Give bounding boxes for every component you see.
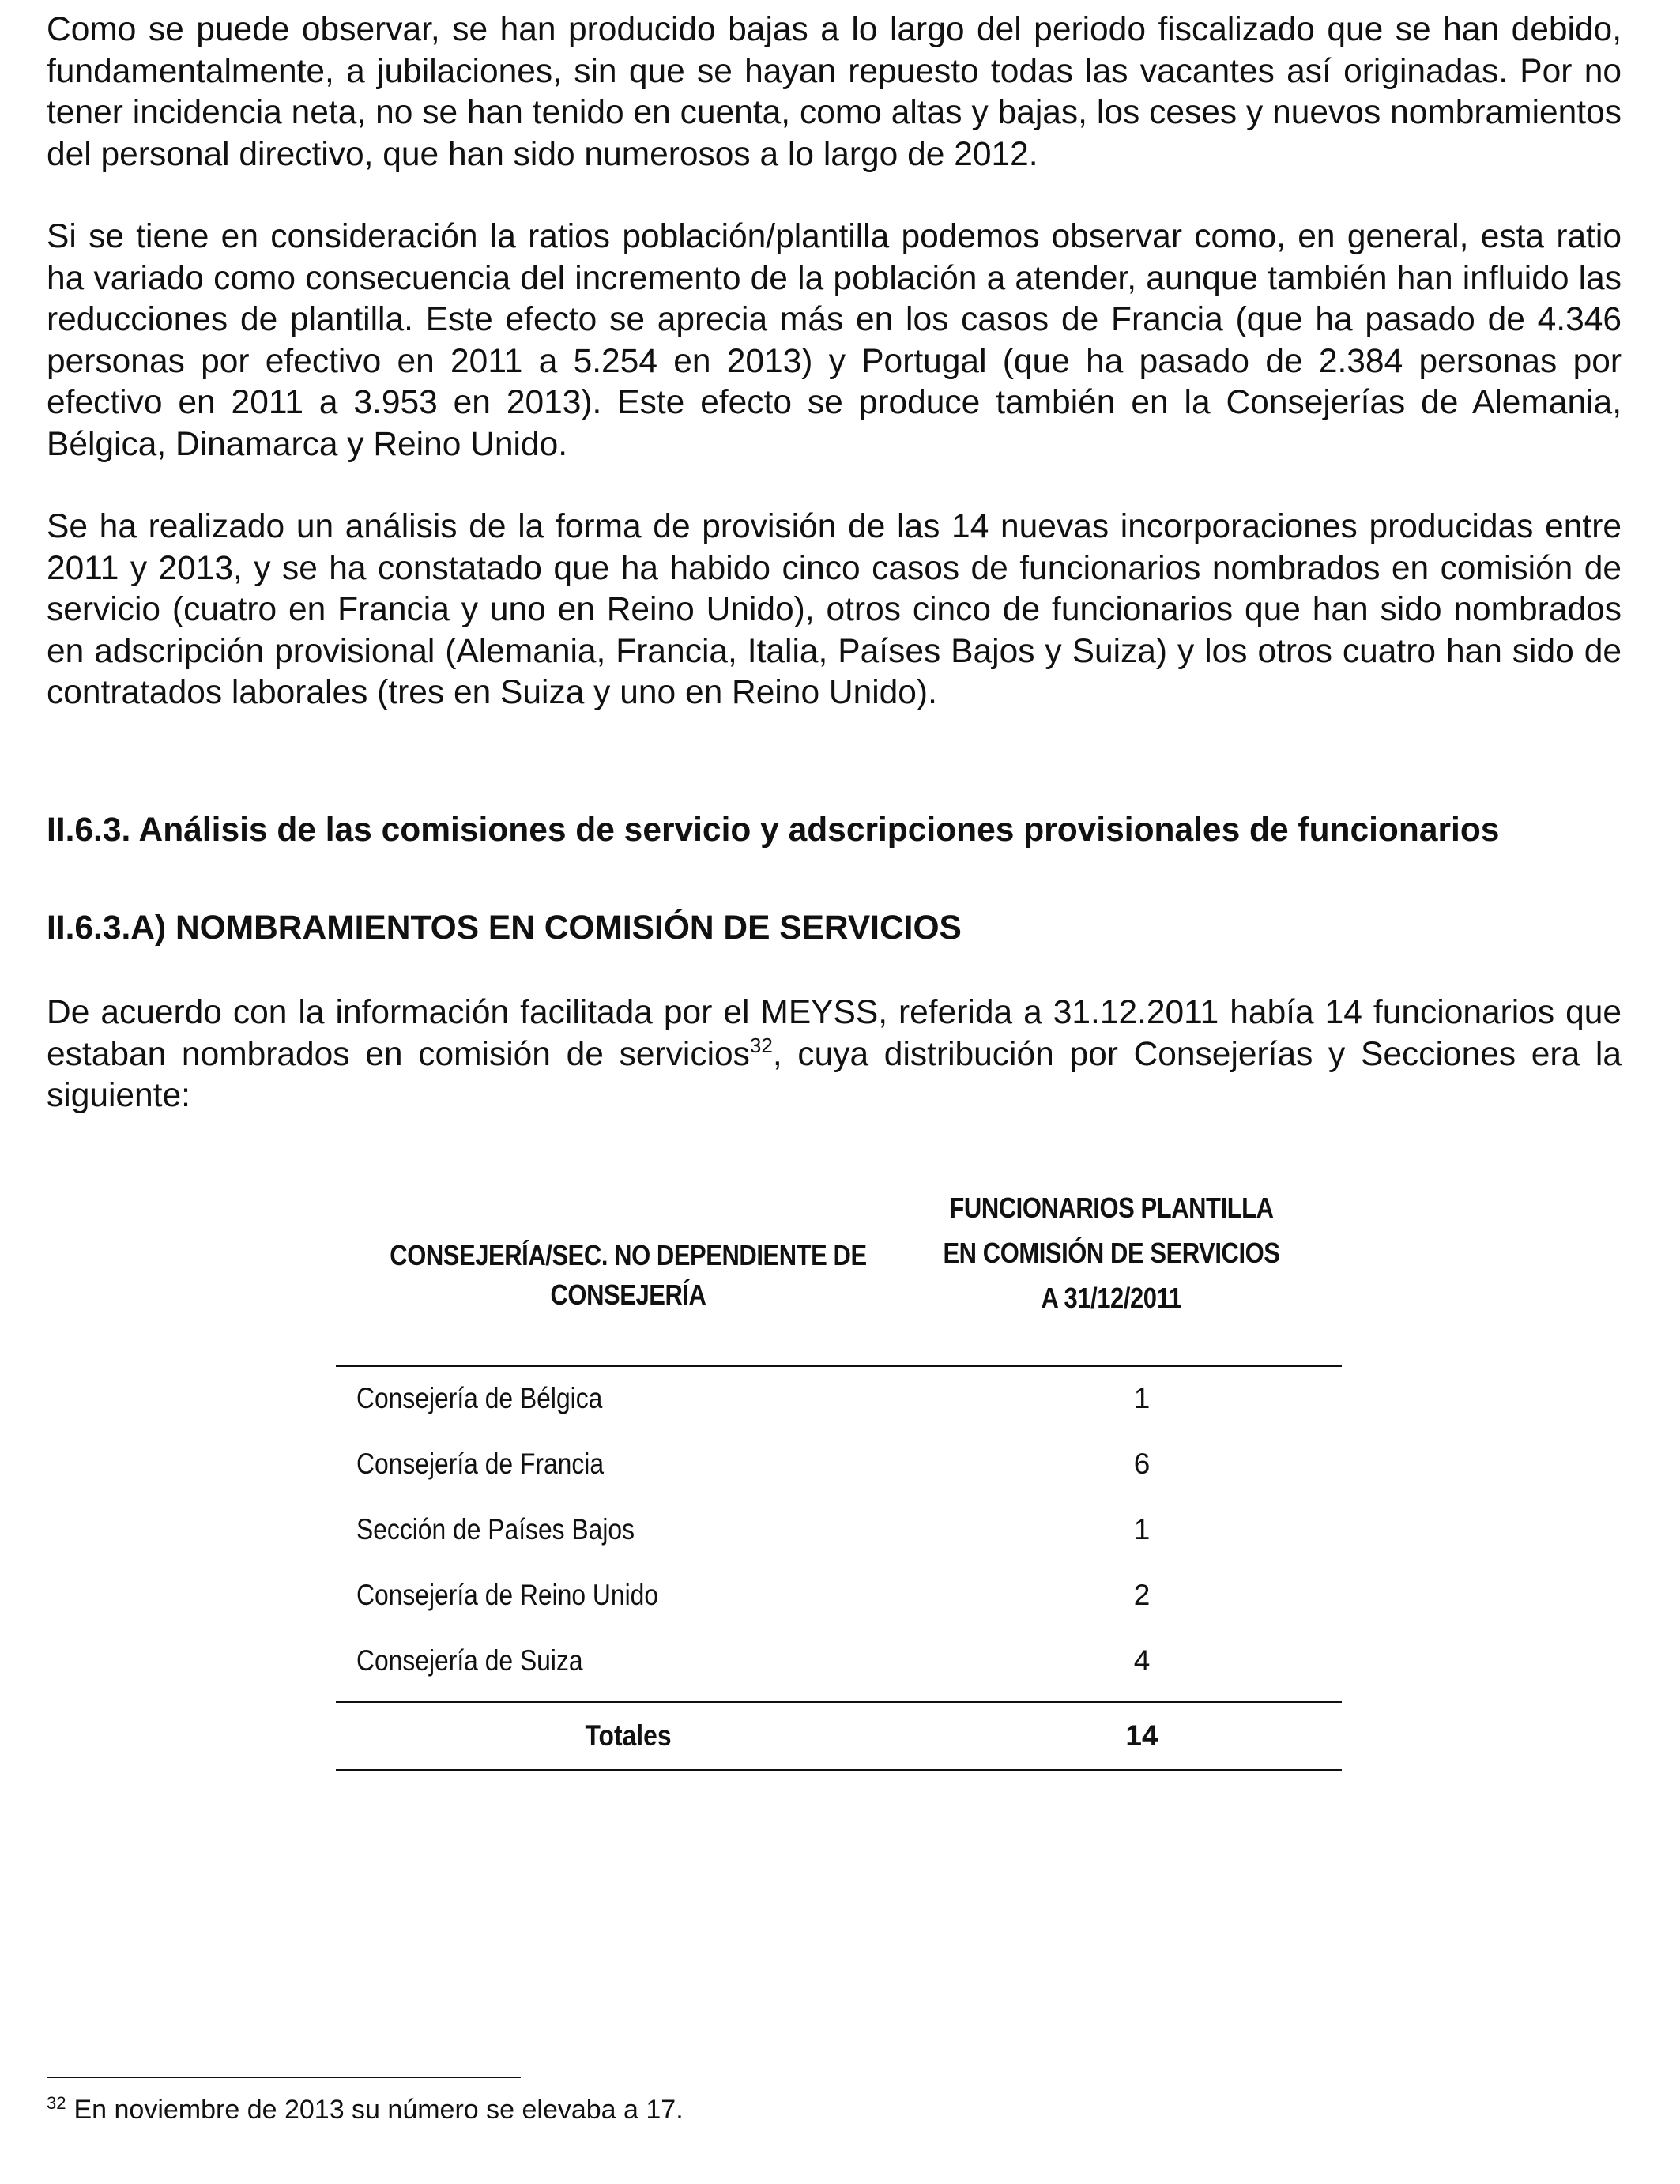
row-label: Sección de Países Bajos [356,1513,635,1546]
table-row [336,1498,1342,1564]
intro-paragraph [47,992,1622,1117]
row-value: 2 [1133,1579,1151,1611]
intro-text-after: , cuya distribución por Consejerías y Secciones era la siguiente: [47,1035,1622,1114]
paragraph-3: Se ha realizado un análisis de la forma de provisión de las 14 nuevas incorporaciones producidas entre 2011 y 2013, y se ha constatado que ha habido cinco casos de funcionarios nombrados en comisión de servicio (cuatro en Francia y uno en Reino Unido), otros cinco de funcionarios que han sido nombrados en adscripción provisional (Alemania, Francia, Italia, Países Bajos y Suiza) y los otros cuatro han sido de contratados laborales (tres en Suiza y uno en Reino Unido). [47,508,1622,711]
table-body [336,1367,1342,1695]
footnote-divider [47,2077,521,2078]
footnote-number: 32 [47,2093,66,2113]
commission-table [336,1185,1342,1771]
paragraph-2: Si se tiene en consideración la ratios población/plantilla podemos observar como, en general, esta ratio ha variado como consecuencia del incremento de la población a atender, aunque también han influido las reducciones de plantilla. Este efecto se aprecia más en los casos de Francia (que ha pasado de 4.346 personas por efectivo en 2011 a 5.254 en 2013) y Portugal (que ha pasado de 2.384 personas por efectivo en 2011 a 3.953 en 2013). Este efecto se produce también en la Consejerías de Alemania, Bélgica, Dinamarca y Reino Unido. [47,218,1622,463]
table-header [336,1185,1342,1367]
row-label: Consejería de Francia [356,1448,605,1480]
footnote-text: En noviembre de 2013 su número se elevaba a 17. [73,2095,684,2125]
table-row [336,1433,1342,1498]
header-consejeria: CONSEJERÍA/SEC. NO DEPENDIENTE DE CONSEJERÍA [390,1239,867,1311]
table-row [336,1629,1342,1695]
subsection-heading: II.6.3.A) NOMBRAMIENTOS EN COMISIÓN DE SERVICIOS [47,909,962,947]
table-total-row [336,1701,1342,1771]
row-label: Consejería de Suiza [356,1644,583,1677]
header-funcionarios-line-3: A 31/12/2011 [1041,1282,1182,1314]
footnote-reference[interactable]: 32 [749,1033,773,1057]
section-heading: II.6.3. Análisis de las comisiones de servicio y adscripciones provisionales de funcionarios [47,811,1500,849]
row-value: 6 [1133,1448,1151,1480]
intro-text-before: De acuerdo con la información facilitada por el MEYSS, referida a 31.12.2011 había 14 funcionarios que estaban nombrados en comisión de servicios [47,994,1622,1073]
table-row [336,1564,1342,1629]
footnote [47,2092,684,2127]
total-value: 14 [1125,1719,1158,1752]
row-label: Consejería de Bélgica [356,1382,603,1414]
row-value: 1 [1133,1382,1151,1414]
table-row [336,1367,1342,1433]
row-value: 1 [1133,1513,1151,1546]
body-text [47,9,1622,714]
row-value: 4 [1133,1644,1151,1677]
header-funcionarios-line-2: EN COMISIÓN DE SERVICIOS [943,1237,1280,1269]
header-funcionarios-line-1: FUNCIONARIOS PLANTILLA [949,1192,1274,1224]
paragraph-1: Como se puede observar, se han producido bajas a lo largo del periodo fiscalizado que se han debido, fundamentalmente, a jubilaciones, sin que se hayan repuesto todas las vacantes así originadas. Por no tener incidencia neta, no se han tenido en cuenta, como altas y bajas, los ceses y nuevos nombramientos del personal directivo, que han sido numerosos a lo largo de 2012. [47,11,1622,173]
row-label: Consejería de Reino Unido [356,1579,659,1611]
total-label: Totales [585,1719,672,1752]
header-funcionarios [913,1185,1309,1320]
